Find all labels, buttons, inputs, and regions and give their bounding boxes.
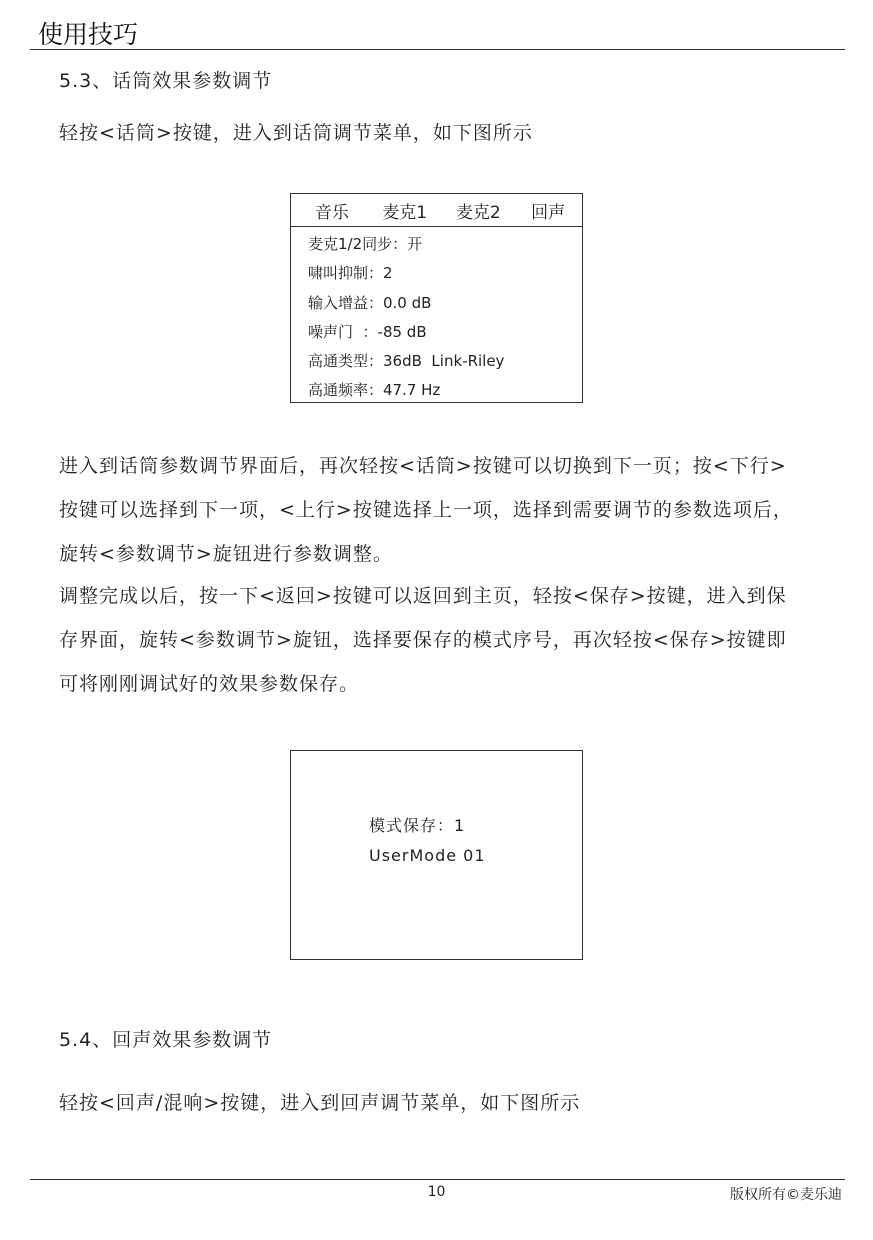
tab-mic2: 麦克2 xyxy=(455,202,501,223)
header-divider xyxy=(30,49,845,50)
paragraph-line: 存界面，旋转<参数调节>旋钮，选择要保存的模式序号，再次轻按<保存>按键即 xyxy=(59,629,787,651)
tab-music: 音乐 xyxy=(314,202,349,223)
mic-menu-screen xyxy=(290,193,583,403)
menu-item-noise-gate: 噪声门 ：-85 dB xyxy=(308,322,427,341)
paragraph-line: 按键可以选择到下一项，<上行>按键选择上一项，选择到需要调节的参数选项后， xyxy=(59,499,793,521)
save-mode-screen xyxy=(290,750,583,960)
save-mode-label: 模式保存：1 xyxy=(369,816,466,835)
page-number: 10 xyxy=(427,1184,446,1200)
paragraph-line: 可将刚刚调试好的效果参数保存。 xyxy=(59,673,360,695)
section-heading-echo: 5.4、回声效果参数调节 xyxy=(59,1029,273,1051)
paragraph-line: 进入到话筒参数调节界面后，再次轻按<话筒>按键可以切换到下一页；按<下行> xyxy=(59,455,787,477)
mic-instructions xyxy=(59,453,793,715)
screen-tab-bar xyxy=(291,194,582,227)
echo-intro-text: 轻按<回声/混响>按键，进入到回声调节菜单，如下图所示 xyxy=(59,1092,581,1114)
tab-mic1: 麦克1 xyxy=(382,202,428,223)
menu-item-mic-sync: 麦克1/2同步：开 xyxy=(308,235,423,253)
copyright-text: 版权所有©麦乐迪 xyxy=(730,1187,842,1203)
menu-item-input-gain: 输入增益：0.0 dB xyxy=(308,293,432,312)
page-header-title: 使用技巧 xyxy=(38,20,139,49)
save-mode-name: UserMode 01 xyxy=(369,846,486,865)
paragraph-line: 调整完成以后，按一下<返回>按键可以返回到主页，轻按<保存>按键，进入到保 xyxy=(59,585,787,607)
tab-echo: 回声 xyxy=(531,202,566,223)
section-heading-mic: 5.3、话筒效果参数调节 xyxy=(59,70,273,92)
menu-item-feedback-suppression: 啸叫抑制：2 xyxy=(308,264,393,283)
footer-divider xyxy=(30,1179,845,1180)
menu-item-highpass-frequency: 高通频率：47.7 Hz xyxy=(308,381,441,400)
paragraph-line: 旋转<参数调节>旋钮进行参数调整。 xyxy=(59,543,393,565)
mic-parameter-list xyxy=(291,227,582,406)
menu-item-highpass-type: 高通类型：36dB Link-Riley xyxy=(308,352,505,371)
mic-intro-text: 轻按<话筒>按键，进入到话筒调节菜单，如下图所示 xyxy=(59,122,533,144)
